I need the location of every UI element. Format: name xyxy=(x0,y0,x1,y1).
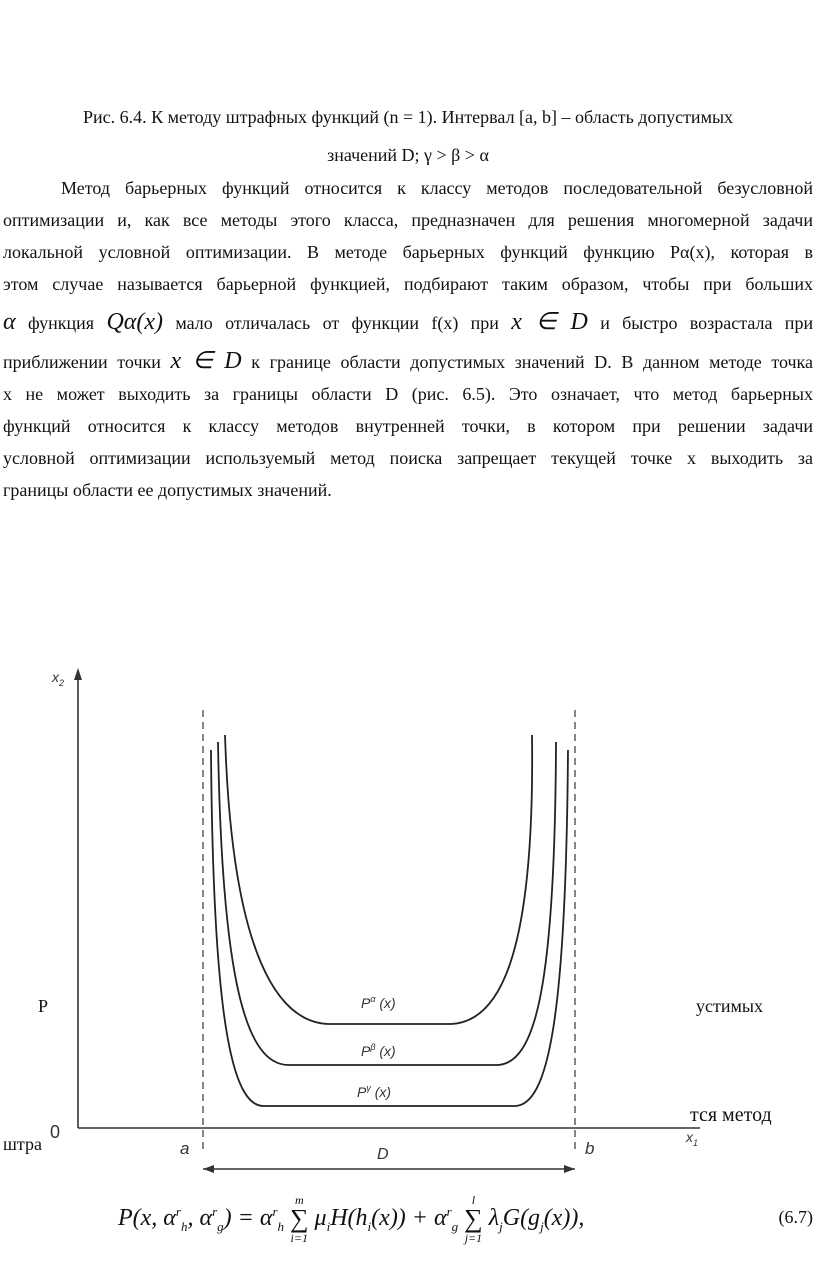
figure-caption-line-1: Рис. 6.4. К методу штрафных функций (n = 1). Интервал [a, b] – область допустимых xyxy=(82,107,734,127)
occluded-text-fragment: устимых xyxy=(696,996,763,1016)
sum-m: m ∑ i=1 xyxy=(290,1193,309,1245)
inline-text: приближении точки xyxy=(3,352,161,372)
formula-rhs: $\lambda_jG(g_j(x))$, xyxy=(488,1204,585,1234)
x-axis-label: $x_1$ xyxy=(686,1129,699,1148)
occluded-text-fragment: штра xyxy=(3,1134,42,1154)
a-label: a xyxy=(180,1139,190,1158)
paragraph-line: Метод барьерных функций относится к классу методов последовательной безусловной xyxy=(61,178,813,198)
d-label: D xyxy=(377,1146,389,1163)
y-axis-label: $x_2$ xyxy=(52,669,65,688)
curve-gamma-label: $P^\gamma$ (x) xyxy=(357,1083,392,1100)
paragraph-line: этом случае называется барьерной функцией, подбирают таким образом, чтобы при больших xyxy=(3,274,813,294)
q-alpha-formula: Qα(x) xyxy=(106,309,164,335)
curve-beta-label: $P^\beta$ (x) xyxy=(361,1042,396,1059)
barrier-functions-figure xyxy=(0,660,816,1180)
occluded-text-fragment: Р xyxy=(38,996,49,1016)
formula-lhs: P(x, $\alpha^r_h$, $\alpha^r_g) = \alpha^r_h$ xyxy=(118,1203,284,1234)
d-right-arrow-icon xyxy=(564,1165,575,1173)
formula-mid: $\mu_iH(h_i(x)) + \alpha^r_g$ xyxy=(314,1203,459,1234)
inline-text: и быстро возрастала при xyxy=(600,313,814,333)
inline-text: мало отличалась от функции f(x) при xyxy=(175,313,499,333)
paragraph-line: x не может выходить за границы области D (рис. 6.5). Это означает, что метод барьерных xyxy=(3,384,813,404)
occluded-text-fragment: тся метод xyxy=(690,1104,772,1126)
x-in-d-formula: x ∈ D xyxy=(511,309,588,335)
b-label: b xyxy=(585,1139,595,1158)
paragraph-line: условной оптимизации используемый метод поиска запрещает текущей точке x выходить за xyxy=(3,448,813,468)
y-axis-arrow-icon xyxy=(74,668,82,680)
origin-label: 0 xyxy=(50,1122,61,1142)
figure-caption-line-2: значений D; γ > β > α xyxy=(327,145,489,165)
paragraph-line xyxy=(3,300,813,344)
inline-text: функция xyxy=(27,313,95,333)
body-paragraph xyxy=(3,172,813,506)
equation-number: (6.7) xyxy=(778,1207,813,1227)
inline-text: к границе области допустимых значений D. В данном методе точка xyxy=(251,352,814,372)
paragraph-line xyxy=(3,344,813,378)
x-in-d-formula: x ∈ D xyxy=(170,348,242,374)
curve-p-alpha xyxy=(225,735,532,1024)
d-left-arrow-icon xyxy=(203,1165,214,1173)
curve-p-beta xyxy=(218,742,556,1065)
formula-6-7 xyxy=(118,1194,584,1244)
paragraph-line: оптимизации и, как все методы этого класса, предназначен для решения многомерной задачи xyxy=(3,210,813,230)
paragraph-line: локальной условной оптимизации. В методе барьерных функций функцию Pα(x), которая в xyxy=(3,242,813,262)
alpha-symbol: α xyxy=(3,309,16,335)
sum-l: l ∑ j=1 xyxy=(464,1193,483,1245)
paragraph-line: функций относится к классу методов внутренней точки, в котором при решении задачи xyxy=(3,416,813,436)
paragraph-line: границы области ее допустимых значений. xyxy=(3,480,332,500)
curve-alpha-label: $P^\alpha$ (x) xyxy=(361,994,396,1011)
